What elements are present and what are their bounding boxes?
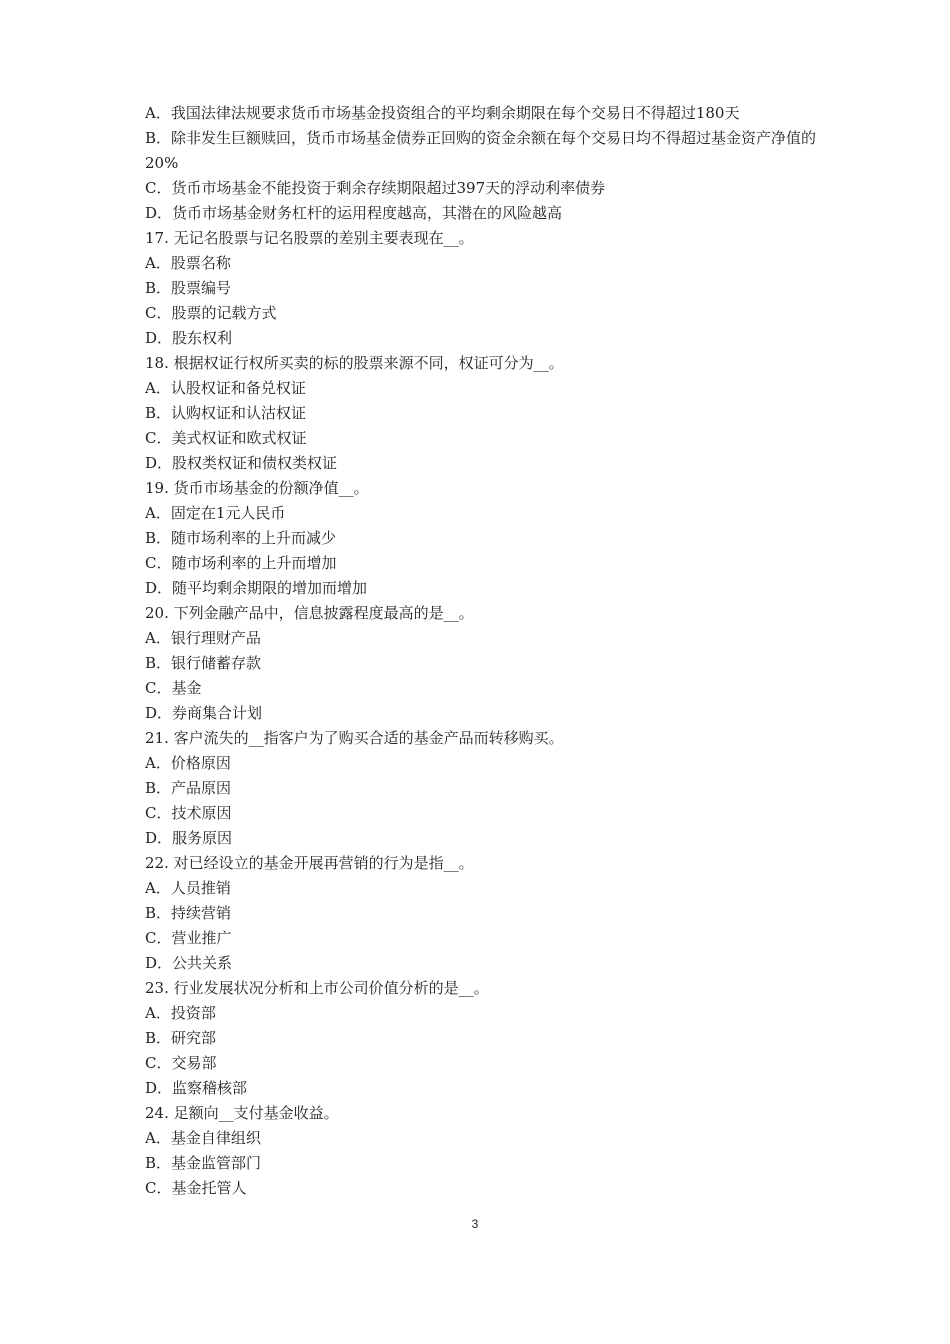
q19-option-c: C．随市场利率的上升而增加: [145, 554, 337, 572]
document-body: [145, 101, 817, 1201]
question-20: 20. 下列金融产品中，信息披露程度最高的是__。: [145, 604, 474, 622]
q21-option-b: B．产品原因: [145, 779, 232, 797]
q17-option-b: B．股票编号: [145, 279, 232, 297]
q24-option-a: A．基金自律组织: [145, 1129, 261, 1147]
q18-option-d: D．股权类权证和债权类权证: [145, 454, 338, 472]
q19-option-b: B．随市场利率的上升而减少: [145, 529, 337, 547]
q20-option-b: B．银行储蓄存款: [145, 654, 262, 672]
q20-option-d: D．券商集合计划: [145, 704, 263, 722]
question-18: 18. 根据权证行权所买卖的标的股票来源不同，权证可分为__。: [145, 354, 564, 372]
option-c-line: C．货币市场基金不能投资于剩余存续期限超过397天的浮动利率债券: [145, 179, 606, 197]
question-19: 19. 货币市场基金的份额净值__。: [145, 479, 369, 497]
q23-option-b: B．研究部: [145, 1029, 217, 1047]
q18-option-c: C．美式权证和欧式权证: [145, 429, 307, 447]
q22-option-a: A．人员推销: [145, 879, 231, 897]
q20-option-a: A．银行理财产品: [145, 629, 261, 647]
q17-option-a: A．股票名称: [145, 254, 231, 272]
q19-option-d: D．随平均剩余期限的增加而增加: [145, 579, 368, 597]
q23-option-c: C．交易部: [145, 1054, 217, 1072]
q22-option-c: C．营业推广: [145, 929, 232, 947]
question-21: 21. 客户流失的__指客户为了购买合适的基金产品而转移购买。: [145, 729, 564, 747]
q19-option-a: A．固定在1元人民币: [145, 504, 286, 522]
q23-option-d: D．监察稽核部: [145, 1079, 248, 1097]
q22-option-b: B．持续营销: [145, 904, 232, 922]
q21-option-a: A．价格原因: [145, 754, 231, 772]
option-a-line: A．我国法律法规要求货币市场基金投资组合的平均剩余期限在每个交易日不得超过180天: [145, 104, 740, 122]
q18-option-a: A．认股权证和备兑权证: [145, 379, 306, 397]
page-number: 3: [471, 1217, 479, 1231]
option-d-line: D．货币市场基金财务杠杆的运用程度越高，其潜在的风险越高: [145, 204, 563, 222]
option-b-line: B．除非发生巨额赎回，货币市场基金债券正回购的资金余额在每个交易日均不得超过基金资产净值的20%: [145, 129, 817, 172]
q20-option-c: C．基金: [145, 679, 202, 697]
question-23: 23. 行业发展状况分析和上市公司价值分析的是__。: [145, 979, 489, 997]
q21-option-c: C．技术原因: [145, 804, 232, 822]
q17-option-c: C．股票的记载方式: [145, 304, 277, 322]
q23-option-a: A．投资部: [145, 1004, 216, 1022]
q21-option-d: D．服务原因: [145, 829, 233, 847]
question-17: 17. 无记名股票与记名股票的差别主要表现在__。: [145, 229, 474, 247]
q18-option-b: B．认购权证和认沽权证: [145, 404, 307, 422]
q17-option-d: D．股东权利: [145, 329, 233, 347]
question-22: 22. 对已经设立的基金开展再营销的行为是指__。: [145, 854, 474, 872]
question-24: 24. 足额向__支付基金收益。: [145, 1104, 339, 1122]
q24-option-b: B．基金监管部门: [145, 1154, 262, 1172]
q24-option-c: C．基金托管人: [145, 1179, 247, 1197]
q22-option-d: D．公共关系: [145, 954, 233, 972]
